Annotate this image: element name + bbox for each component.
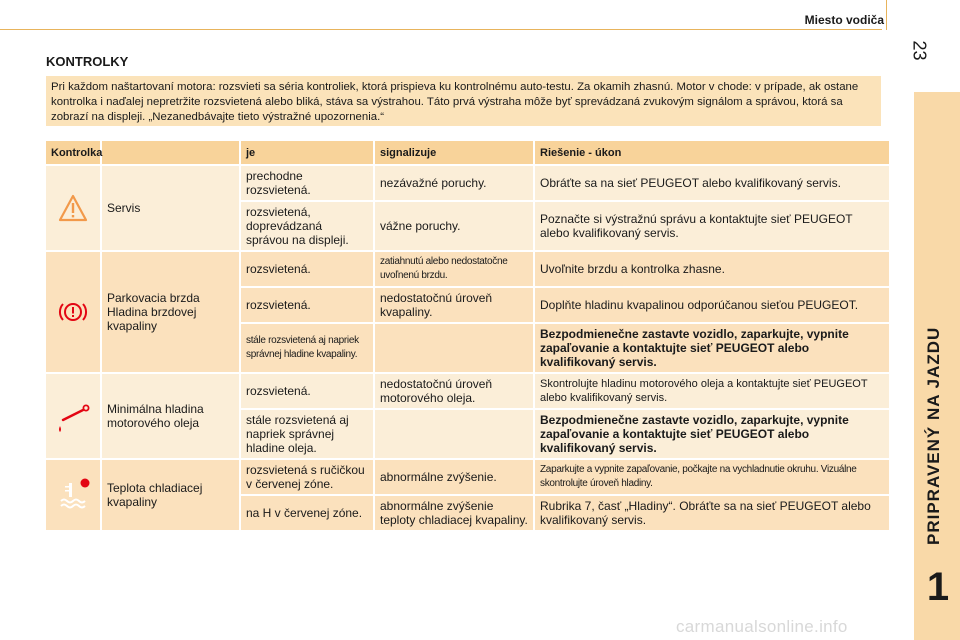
table-row: [46, 374, 891, 408]
oil-can-icon: [46, 374, 102, 458]
table-row: [46, 460, 891, 494]
light-action: Zaparkujte a vypnite zapaľovanie, počkajte na vychladnutie okruhu. Vizuálne skontrolujte úroveň hladiny.: [535, 460, 891, 494]
brake-warning-icon: [46, 252, 102, 372]
coolant-temperature-icon: [46, 460, 102, 530]
table-header: [46, 141, 891, 164]
light-action: Rubrika 7, časť „Hladiny“. Obráťte sa na sieť PEUGEOT alebo kvalifikovaný servis.: [535, 496, 891, 530]
light-action: Bezpodmienečne zastavte vozidlo, zaparkujte, vypnite zapaľovanie a kontaktujte sieť PEUGEOT alebo kvalifikovaný servis.: [535, 410, 891, 458]
light-state: stále rozsvietená aj napriek správnej hladine oleja.: [241, 410, 375, 458]
light-state: rozsvietená.: [241, 252, 375, 286]
light-action: Doplňte hladinu kvapalinou odporúčanou sieťou PEUGEOT.: [535, 288, 891, 322]
light-action: Uvoľnite brzdu a kontrolka zhasne.: [535, 252, 891, 286]
chapter-title: PRIPRAVENÝ NA JAZDU: [924, 326, 943, 545]
header-cell: signalizuje: [375, 141, 535, 164]
light-signal: nedostatočnú úroveň kvapaliny.: [375, 288, 535, 322]
light-state: rozsvietená s ručičkou v červenej zóne.: [241, 460, 375, 494]
header-cell: Riešenie - úkon: [535, 141, 891, 164]
table-row: [46, 252, 891, 286]
header-rule: [0, 29, 882, 30]
light-signal: vážne poruchy.: [375, 202, 535, 250]
header-cell: je: [241, 141, 375, 164]
light-name: Teplota chladiacej kvapaliny: [102, 460, 241, 530]
warning-lights-table: [46, 139, 891, 532]
light-signal: nezávažné poruchy.: [375, 166, 535, 200]
header-cell: Kontrolka: [46, 141, 102, 164]
light-action: Obráťte sa na sieť PEUGEOT alebo kvalifikovaný servis.: [535, 166, 891, 200]
light-signal: [375, 324, 535, 372]
light-name: Servis: [102, 166, 241, 250]
light-signal: abnormálne zvýšenie.: [375, 460, 535, 494]
light-state: rozsvietená.: [241, 374, 375, 408]
page-number: 23: [909, 40, 930, 61]
header-divider: [886, 0, 887, 30]
light-action: Bezpodmienečne zastavte vozidlo, zaparkujte, vypnite zapaľovanie a kontaktujte sieť PEUGEOT alebo kvalifikovaný servis.: [535, 324, 891, 372]
header-cell: [102, 141, 241, 164]
light-signal: [375, 410, 535, 458]
watermark: carmanualsonline.info: [676, 617, 848, 636]
light-action: Poznačte si výstražnú správu a kontaktujte sieť PEUGEOT alebo kvalifikovaný servis.: [535, 202, 891, 250]
intro-paragraph: Pri každom naštartovaní motora: rozsvieti sa séria kontroliek, ktorá prispieva ku kontrolnému auto-testu. Za okamih zhasnú. Motor v chode: v prípade, ak ostane kontrolka i naďalej nepretržite rozsvietená alebo bliká, stáva sa výstrahou. Táto prvá výstraha môže byť sprevádzaná zvukovým signálom a správou, ktorá sa zobrazí na displeji. „Nezanedbávajte tieto výstražné upozornenia.“: [46, 76, 881, 126]
chapter-number: 1: [926, 565, 950, 609]
table-row: [46, 166, 891, 200]
light-state: stále rozsvietená aj napriek správnej hladine kvapaliny.: [241, 324, 375, 372]
section-title: KONTROLKY: [46, 54, 129, 69]
light-signal: abnormálne zvýšenie teploty chladiacej kvapaliny.: [375, 496, 535, 530]
light-state: rozsvietená.: [241, 288, 375, 322]
light-name: Parkovacia brzda Hladina brzdovej kvapaliny: [102, 252, 241, 372]
light-signal: nedostatočnú úroveň motorového oleja.: [375, 374, 535, 408]
warning-triangle-icon: [46, 166, 102, 250]
light-state: na H v červenej zóne.: [241, 496, 375, 530]
light-state: rozsvietená, doprevádzaná správou na displeji.: [241, 202, 375, 250]
light-state: prechodne rozsvietená.: [241, 166, 375, 200]
light-signal: zatiahnutú alebo nedostatočne uvoľnenú brzdu.: [375, 252, 535, 286]
light-action: Skontrolujte hladinu motorového oleja a kontaktujte sieť PEUGEOT alebo kvalifikovaný servis.: [535, 374, 891, 408]
light-name: Minimálna hladina motorového oleja: [102, 374, 241, 458]
header-title: Miesto vodiča: [804, 13, 884, 27]
